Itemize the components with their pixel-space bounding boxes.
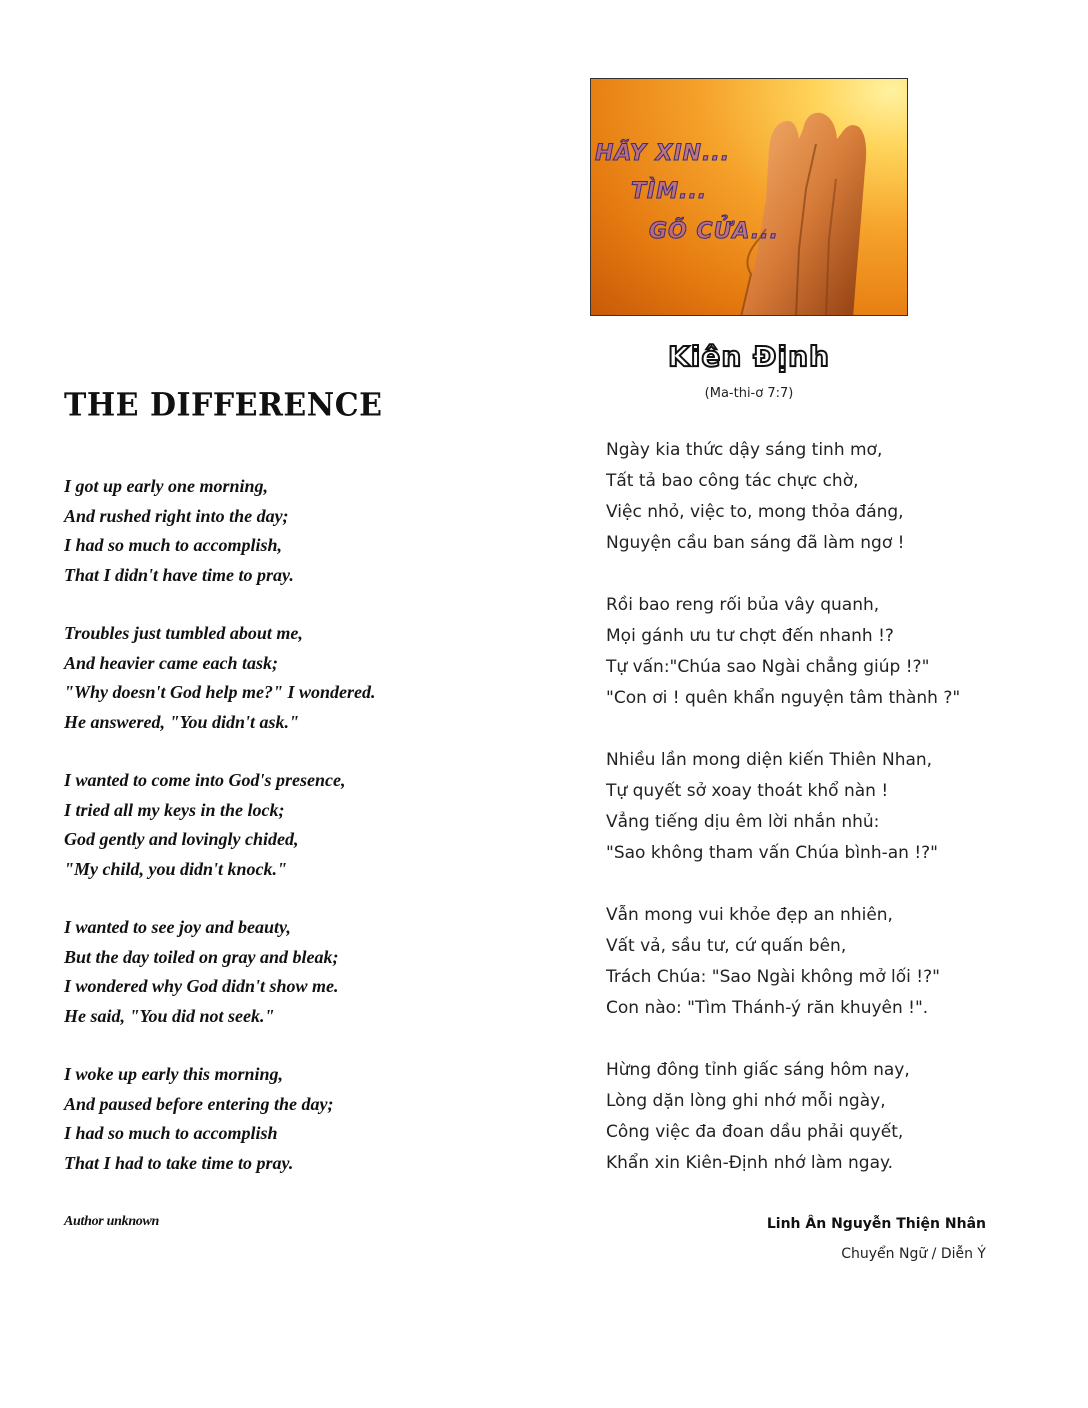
poem-line: And paused before entering the day;: [64, 1093, 334, 1114]
image-text-line-1: HÃY XIN...: [595, 141, 731, 166]
image-text-line-3: GÕ CỬA...: [649, 219, 779, 244]
vietnamese-stanza-3: [606, 745, 1046, 869]
poem-line: I got up early one morning,: [64, 476, 269, 496]
poem-line: I had so much to accomplish,: [64, 535, 283, 555]
poem-line: He answered, "You didn't ask.": [64, 711, 300, 732]
english-poem-title: THE DIFFERENCE: [64, 387, 383, 424]
scripture-reference: (Ma-thi-ơ 7:7): [704, 386, 794, 401]
translator-role: Chuyển Ngữ / Diễn Ý: [841, 1246, 986, 1262]
vietnamese-stanza-4: [606, 900, 1046, 1024]
english-stanza-4: [64, 913, 504, 1031]
poem-line: Việc nhỏ, việc to, mong thỏa đáng,: [606, 502, 904, 522]
poem-line: Trách Chúa: "Sao Ngài không mở lối !?": [606, 967, 940, 987]
poem-line: I wondered why God didn't show me.: [64, 976, 339, 996]
poem-line: I woke up early this morning,: [64, 1064, 284, 1084]
praying-hands-image: [590, 78, 908, 316]
poem-line: Con nào: "Tìm Thánh-ý răn khuyên !".: [606, 998, 929, 1018]
poem-line: Vẳng tiếng dịu êm lời nhắn nhủ:: [606, 812, 880, 832]
translator-name: Linh Ân Nguyễn Thiện Nhân: [766, 1216, 986, 1232]
poem-line: Khẩn xin Kiên-Định nhớ làm ngay.: [606, 1153, 894, 1173]
poem-line: Tự quyết sở xoay thoát khổ nàn !: [606, 781, 889, 801]
poem-line: And heavier came each task;: [64, 652, 278, 673]
poem-line: Công việc đa đoan dầu phải quyết,: [606, 1122, 904, 1142]
vietnamese-stanza-2: [606, 590, 1046, 714]
vietnamese-poem: [606, 435, 1046, 1210]
poem-line: Ngày kia thức dậy sáng tinh mơ,: [606, 440, 883, 460]
poem-line: He said, "You did not seek.": [64, 1005, 275, 1026]
poem-line: Mọi gánh ưu tư chợt đến nhanh !?: [606, 626, 894, 646]
english-stanza-3: [64, 766, 504, 884]
image-text-line-2: TÌM...: [631, 179, 708, 204]
poem-line: I tried all my keys in the lock;: [64, 799, 285, 820]
poem-line: "My child, you didn't knock.": [64, 858, 287, 879]
english-author: Author unknown: [64, 1214, 160, 1229]
poem-line: I had so much to accomplish: [64, 1123, 278, 1143]
english-poem: [64, 472, 504, 1207]
poem-line: I wanted to see joy and beauty,: [64, 917, 291, 937]
poem-line: "Sao không tham vấn Chúa bình-an !?": [606, 843, 938, 863]
poem-line: Nguyện cầu ban sáng đã làm ngơ !: [606, 533, 905, 553]
poem-line: That I didn't have time to pray.: [64, 564, 294, 585]
poem-line: Vẫn mong vui khỏe đẹp an nhiên,: [606, 905, 893, 925]
english-stanza-1: [64, 472, 504, 590]
poem-line: Vất vả, sầu tư, cứ quấn bên,: [606, 936, 847, 956]
poem-line: God gently and lovingly chided,: [64, 829, 299, 849]
poem-line: I wanted to come into God's presence,: [64, 770, 346, 790]
poem-line: That I had to take time to pray.: [64, 1152, 294, 1173]
vietnamese-stanza-5: [606, 1055, 1046, 1179]
english-stanza-5: [64, 1060, 504, 1178]
poem-line: "Why doesn't God help me?" I wondered.: [64, 682, 376, 702]
poem-line: Hừng đông tỉnh giấc sáng hôm nay,: [606, 1060, 910, 1080]
poem-line: But the day toiled on gray and bleak;: [64, 946, 339, 967]
poem-line: Tự vấn:"Chúa sao Ngài chẳng giúp !?": [606, 657, 930, 677]
poem-line: Lòng dặn lòng ghi nhớ mỗi ngày,: [606, 1091, 886, 1111]
poem-line: Rồi bao reng rối bủa vây quanh,: [606, 595, 880, 615]
poem-line: Troubles just tumbled about me,: [64, 623, 303, 643]
poem-line: Tất tả bao công tác chực chờ,: [606, 471, 859, 491]
poem-line: Nhiều lần mong diện kiến Thiên Nhan,: [606, 750, 933, 770]
english-stanza-2: [64, 619, 504, 737]
poem-line: And rushed right into the day;: [64, 505, 289, 526]
vietnamese-stanza-1: [606, 435, 1046, 559]
poem-line: "Con ơi ! quên khẩn nguyện tâm thành ?": [606, 688, 961, 708]
vietnamese-poem-title: Kiên Định: [668, 340, 830, 373]
